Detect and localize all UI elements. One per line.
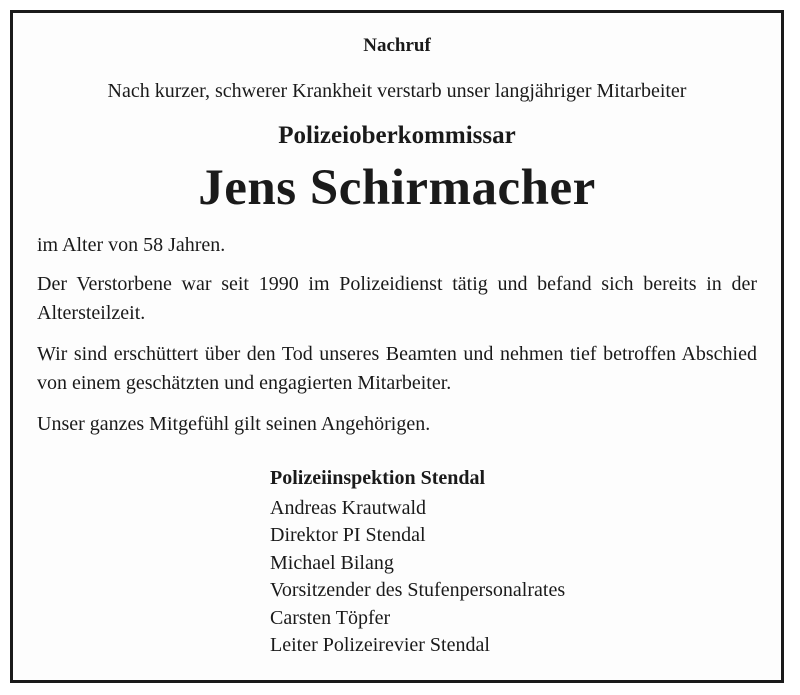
signatory-title: Leiter Polizeirevier Stendal <box>270 634 490 656</box>
obituary-content <box>37 13 757 680</box>
signature-block <box>270 465 565 660</box>
obituary-frame <box>10 10 784 683</box>
signatory-name: Andreas Krautwald <box>270 496 427 519</box>
signatory-name: Michael Bilang <box>270 551 394 574</box>
paragraph-farewell: Wir sind erschüttert über den Tod unseres Beamten und nehmen tief betroffen Abschied von einem geschätzten und engagierten Mitarbeiter. <box>37 343 757 394</box>
deceased-rank: Polizeioberkommissar <box>278 122 516 149</box>
obituary-heading: Nachruf <box>363 35 431 56</box>
signatory-name: Carsten Töpfer <box>270 606 391 629</box>
age-line: im Alter von 58 Jahren. <box>37 234 226 256</box>
paragraph-service: Der Verstorbene war seit 1990 im Polizeidienst tätig und befand sich bereits in der Altersteilzeit. <box>37 273 757 324</box>
intro-text: Nach kurzer, schwerer Krankheit verstarb unser langjähriger Mitarbeiter <box>107 80 687 102</box>
signing-organization: Polizeiinspektion Stendal <box>270 467 486 489</box>
paragraph-condolence: Unser ganzes Mitgefühl gilt seinen Angehörigen. <box>37 413 431 435</box>
signatory-title: Vorsitzender des Stufenpersonalrates <box>270 579 566 601</box>
signatory-title: Direktor PI Stendal <box>270 524 426 546</box>
deceased-name: Jens Schirmacher <box>198 160 596 216</box>
